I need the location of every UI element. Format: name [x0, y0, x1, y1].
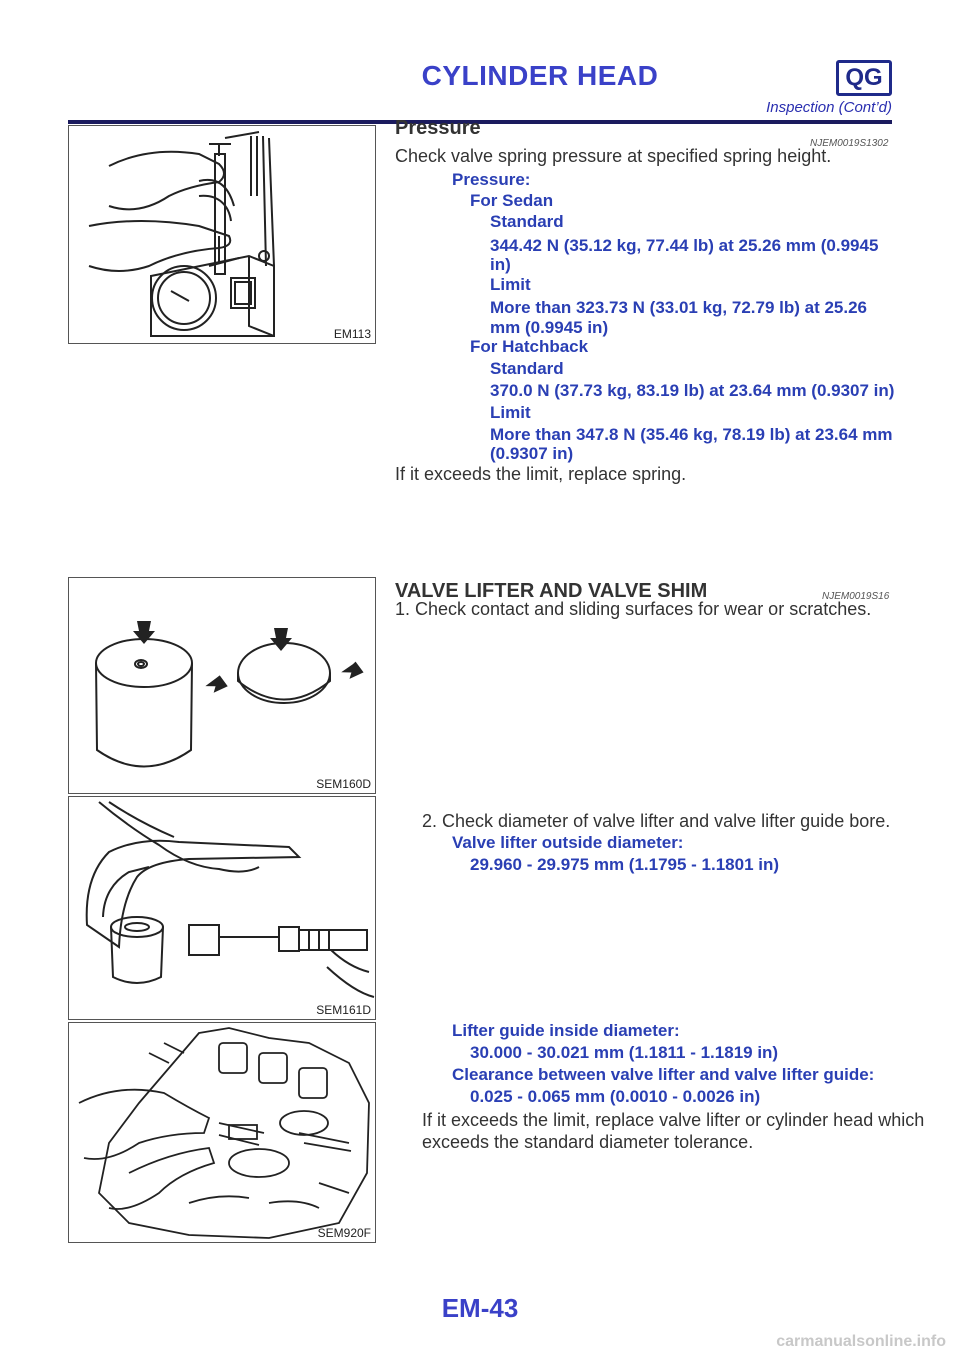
sedan-standard-label: Standard [490, 212, 564, 231]
hatchback-limit-value-cont: (0.9307 in) [490, 444, 574, 463]
sedan-limit-value-cont: mm (0.9945 in) [490, 318, 609, 337]
figure-sem160d [68, 577, 376, 794]
lifter-od-value: 29.960 - 29.975 mm (1.1795 - 1.1801 in) [470, 855, 780, 874]
hatchback-standard-value: 370.0 N (37.73 kg, 83.19 lb) at 23.64 mm (0.9307 in) [490, 381, 895, 400]
pressure-note: If it exceeds the limit, replace spring. [395, 464, 687, 484]
sedan-standard-value-cont: in) [490, 255, 511, 274]
figure-em113 [68, 125, 376, 344]
lifter-id-value: 30.000 - 30.021 mm (1.1811 - 1.1819 in) [470, 1043, 779, 1062]
page-title: CYLINDER HEAD [421, 60, 659, 91]
sedan-standard-value: 344.42 N (35.12 kg, 77.44 lb) at 25.26 mm (0.9945 [490, 236, 879, 255]
page-number: EM-43 [441, 1293, 519, 1323]
lifter-clearance-value: 0.025 - 0.065 mm (0.0010 - 0.0026 in) [470, 1087, 761, 1106]
sedan-limit-value: More than 323.73 N (33.01 kg, 72.79 lb) at 25.26 [490, 298, 868, 317]
sedan-limit-label: Limit [490, 275, 531, 294]
pressure-heading: Pressure [395, 117, 481, 139]
figure-label-sem160d: SEM160D [316, 777, 371, 791]
lifter-clearance-label: Clearance between valve lifter and valve lifter guide: [452, 1065, 875, 1084]
figure-sem161d [68, 796, 376, 1020]
pressure-label: Pressure: [452, 170, 531, 189]
valve-lifter-shim-illustration [69, 578, 375, 793]
sedan-label: For Sedan [470, 191, 554, 210]
lifter-step-1: 1. Check contact and sliding surfaces for wear or scratches. [395, 599, 872, 619]
figure-label-sem161d: SEM161D [316, 1003, 371, 1017]
spring-tester-illustration [69, 126, 375, 343]
lifter-ref: NJEM0019S16 [822, 591, 890, 602]
pressure-ref: NJEM0019S1302 [810, 138, 889, 149]
hatchback-limit-value: More than 347.8 N (35.46 kg, 78.19 lb) at 23.64 mm [490, 425, 893, 444]
engine-badge: QG [836, 60, 892, 96]
figure-sem920f [68, 1022, 376, 1243]
hatchback-limit-label: Limit [490, 403, 531, 422]
lifter-id-label: Lifter guide inside diameter: [452, 1021, 680, 1040]
micrometer-measurement-illustration [69, 797, 375, 1019]
lifter-note-line-1: If it exceeds the limit, replace valve lifter or cylinder head which [422, 1110, 925, 1130]
lifter-step-2: 2. Check diameter of valve lifter and valve lifter guide bore. [422, 811, 891, 831]
hatchback-standard-label: Standard [490, 359, 564, 378]
lifter-note-line-2: exceeds the standard diameter tolerance. [422, 1132, 754, 1152]
lifter-od-label: Valve lifter outside diameter: [452, 833, 684, 852]
watermark: carmanualsonline.info [776, 1333, 946, 1350]
cylinder-head-bore-illustration [69, 1023, 375, 1242]
pressure-intro: Check valve spring pressure at specified spring height. [395, 146, 832, 166]
page-subtitle: Inspection (Cont’d) [766, 99, 892, 116]
hatchback-label: For Hatchback [470, 337, 589, 356]
lifter-heading: VALVE LIFTER AND VALVE SHIM [395, 580, 708, 602]
figure-label-em113: EM113 [333, 327, 371, 341]
figure-label-sem920f: SEM920F [317, 1226, 371, 1240]
